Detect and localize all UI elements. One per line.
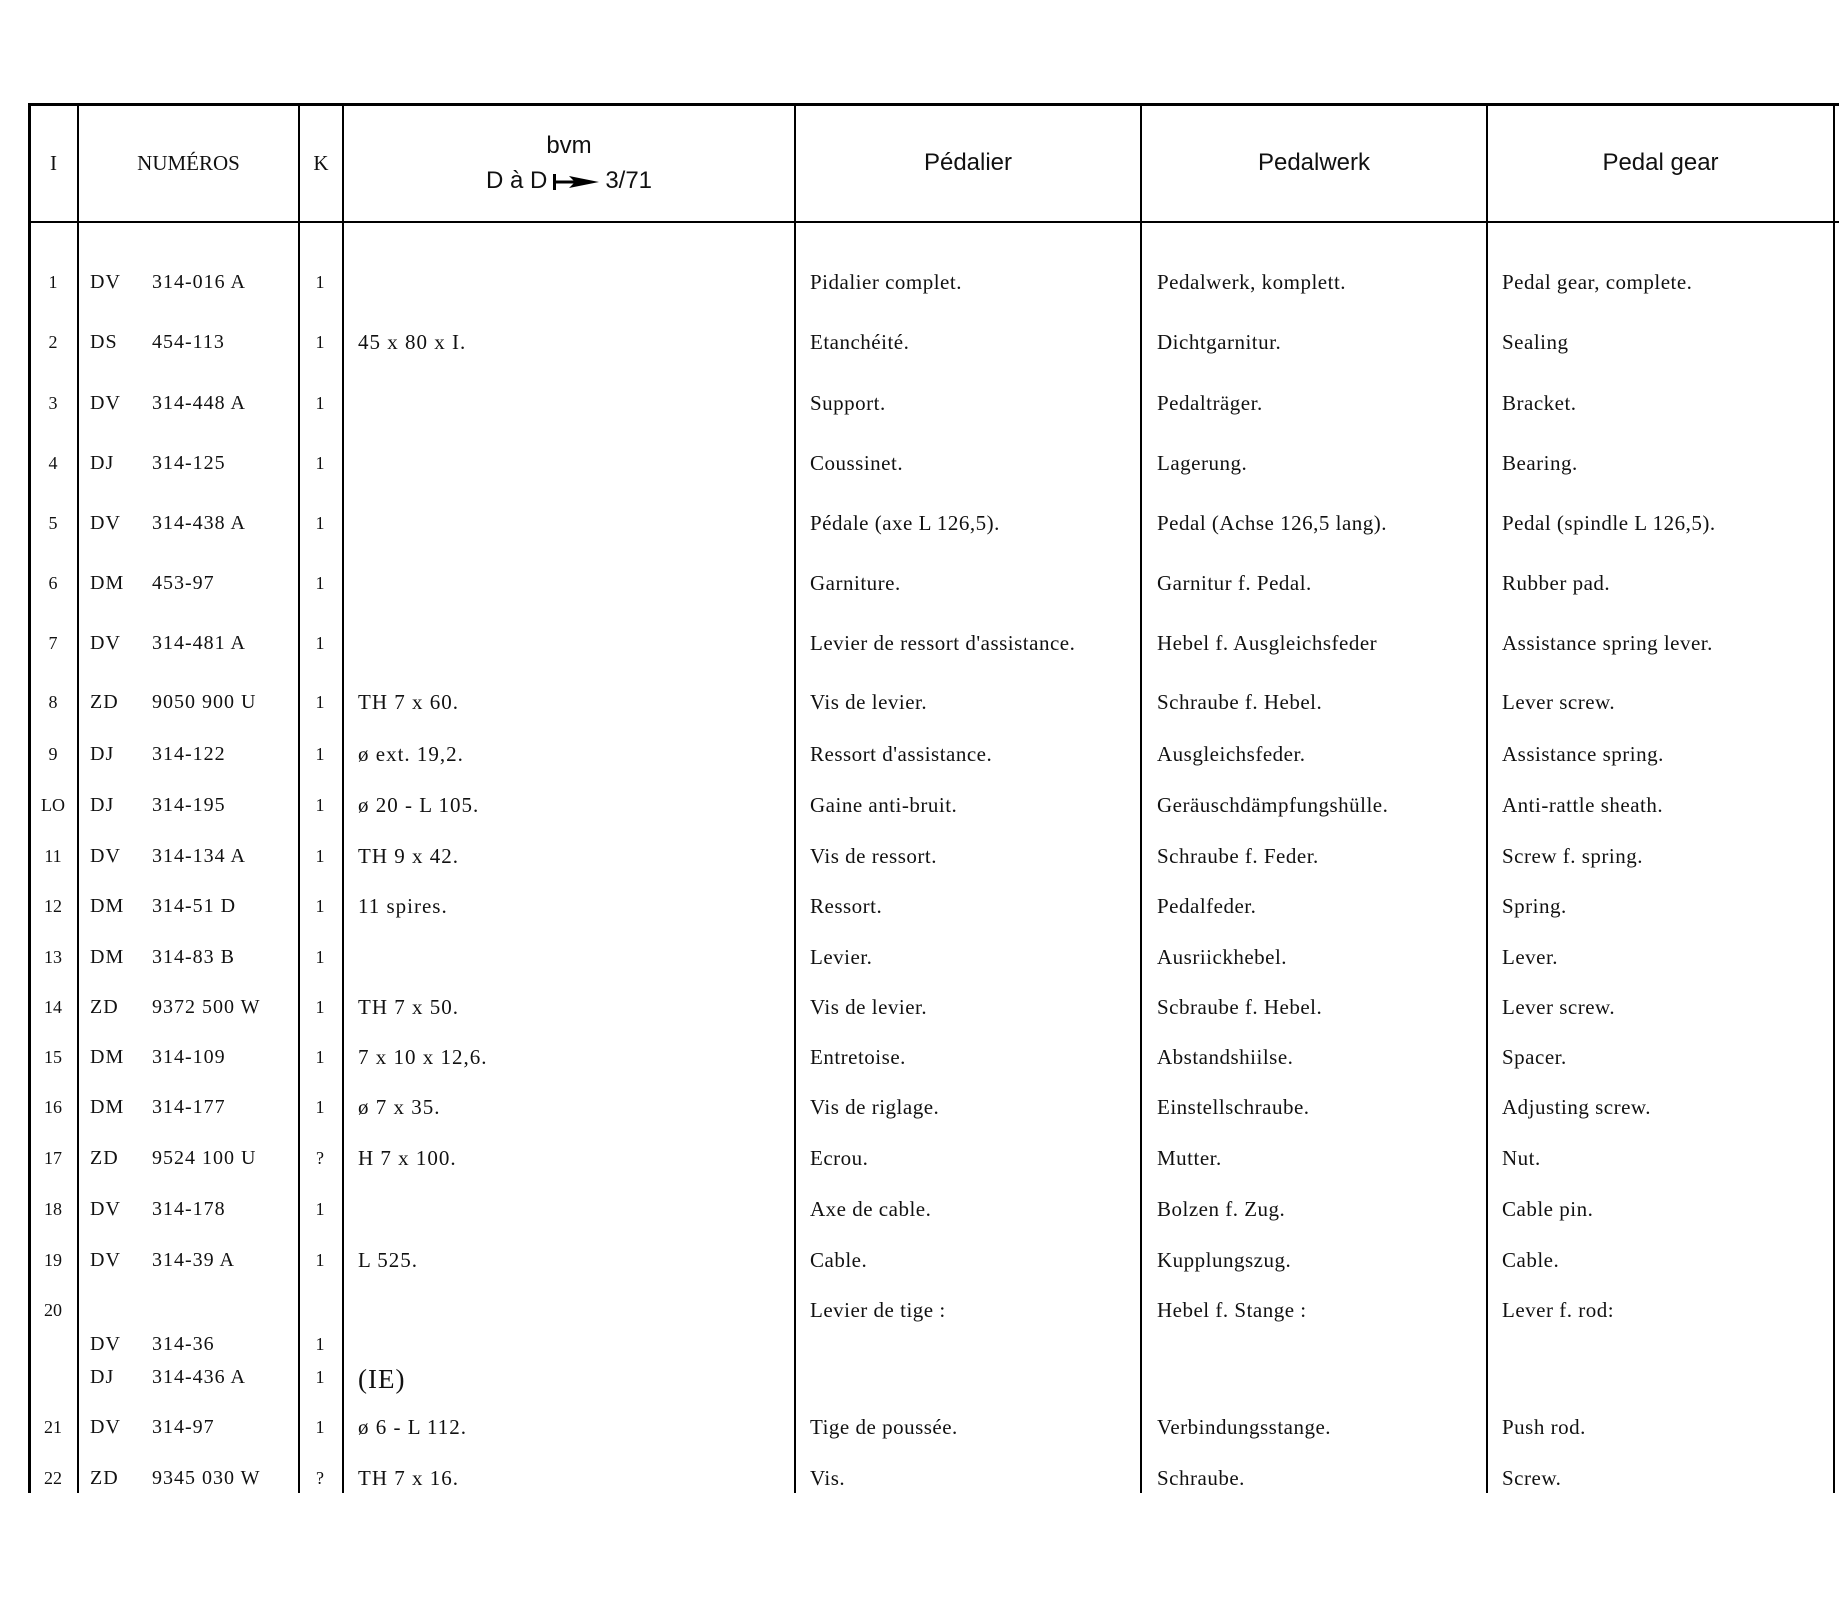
quantity-k: 1 (315, 795, 325, 815)
column-divider (1833, 103, 1835, 1493)
row-index: 2 (48, 332, 58, 352)
part-prefix: ZD (90, 691, 119, 713)
description-german: Pedalfeder. (1157, 894, 1257, 918)
description-english: Spring. (1502, 894, 1567, 918)
header-index: I (50, 150, 57, 175)
part-number: 314-109 (152, 1046, 226, 1068)
description-english: Screw. (1502, 1466, 1562, 1490)
part-prefix: DJ (90, 452, 115, 474)
description-english: Lever. (1502, 945, 1559, 969)
bvm-spec: 7 x 10 x 12,6. (358, 1045, 488, 1069)
part-prefix: DJ (90, 794, 115, 816)
row-index: 1 (48, 272, 58, 292)
header-bvm-prefix: D à D (485, 167, 548, 194)
part-number: 314-438 A (152, 512, 246, 534)
part-number: 314-178 (152, 1198, 226, 1220)
quantity-k: 1 (315, 846, 325, 866)
part-prefix: DJ (90, 1366, 115, 1388)
header-german: Pedalwerk (1257, 149, 1371, 176)
description-english: Anti-rattle sheath. (1502, 793, 1664, 817)
part-number: 314-195 (152, 794, 226, 816)
description-german: Schraube. (1157, 1466, 1245, 1490)
description-french: Vis de riglage. (810, 1095, 940, 1119)
quantity-k: 1 (315, 947, 325, 967)
part-number: 314-481 A (152, 632, 246, 654)
quantity-k: 1 (315, 1199, 325, 1219)
description-english: Cable. (1502, 1248, 1560, 1272)
part-number: 9524 100 U (152, 1147, 257, 1169)
description-english: Assistance spring. (1502, 742, 1664, 766)
bvm-spec: H 7 x 100. (358, 1146, 457, 1170)
description-french: Garniture. (810, 571, 901, 595)
description-english: Adjusting screw. (1502, 1095, 1651, 1119)
description-german: Ausgleichsfeder. (1157, 742, 1306, 766)
part-number: 9345 030 W (152, 1467, 261, 1489)
part-prefix: ZD (90, 996, 119, 1018)
quantity-k: ? (316, 1468, 324, 1488)
header-k: K (313, 150, 329, 175)
row-index: 17 (44, 1148, 62, 1168)
description-french: Etanchéité. (810, 330, 910, 354)
bvm-spec: ø 7 x 35. (358, 1095, 441, 1119)
description-english: Pedal gear, complete. (1502, 270, 1693, 294)
description-english: Bracket. (1502, 391, 1577, 415)
description-english: Bearing. (1502, 451, 1578, 475)
description-french: Ressort d'assistance. (810, 742, 993, 766)
description-german: Einstellschraube. (1157, 1095, 1310, 1119)
column-divider (28, 103, 31, 1493)
header-numbers: NUMÉROS (137, 150, 240, 175)
quantity-k: 1 (315, 744, 325, 764)
description-french: Gaine anti-bruit. (810, 793, 958, 817)
description-french: Vis de ressort. (810, 844, 937, 868)
row-index: 8 (48, 692, 58, 712)
header-bvm-range (486, 163, 652, 198)
description-french: Levier. (810, 945, 873, 969)
row-index: 22 (44, 1468, 62, 1488)
description-german: Hebel f. Ausgleichsfeder (1157, 631, 1378, 655)
row-index: 18 (44, 1199, 62, 1219)
part-number: 9372 500 W (152, 996, 261, 1018)
description-french: Pédale (axe L 126,5). (810, 511, 1000, 535)
description-german: Mutter. (1157, 1146, 1222, 1170)
description-german: Pedalträger. (1157, 391, 1263, 415)
description-french: Axe de cable. (810, 1197, 932, 1221)
part-prefix: DV (90, 1249, 121, 1271)
description-english: Push rod. (1502, 1415, 1586, 1439)
bvm-spec: TH 7 x 60. (358, 690, 459, 714)
description-english: Lever f. rod: (1502, 1298, 1615, 1322)
part-prefix: DJ (90, 743, 115, 765)
part-number: 314-83 B (152, 946, 235, 968)
description-english: Cable pin. (1502, 1197, 1594, 1221)
description-english: Nut. (1502, 1146, 1541, 1170)
row-index: 15 (44, 1047, 62, 1067)
header-french: Pédalier (923, 149, 1013, 176)
description-german: Geräuschdämpfungshülle. (1157, 793, 1389, 817)
part-number: 314-125 (152, 452, 226, 474)
part-number: 454-113 (152, 331, 225, 353)
quantity-k: 1 (315, 393, 325, 413)
part-prefix: DM (90, 895, 125, 917)
part-prefix: DM (90, 1046, 125, 1068)
header-english: Pedal gear (1602, 149, 1719, 176)
description-english: Sealing (1502, 330, 1569, 354)
description-french: Tige de poussée. (810, 1415, 958, 1439)
part-number: 314-448 A (152, 392, 246, 414)
column-divider (794, 103, 796, 1493)
column-divider (1486, 103, 1488, 1493)
row-index: 12 (44, 896, 62, 916)
part-prefix: DV (90, 1333, 121, 1355)
description-german: Verbindungsstange. (1157, 1415, 1332, 1439)
bvm-spec: 11 spires. (358, 894, 448, 918)
description-german: Schraube f. Hebel. (1157, 690, 1323, 714)
description-french: Pidalier complet. (810, 270, 962, 294)
row-index: 7 (48, 633, 58, 653)
column-divider (298, 103, 300, 1493)
row-index: 5 (48, 513, 58, 533)
part-prefix: DS (90, 331, 118, 353)
quantity-k: 1 (315, 1417, 325, 1437)
description-english: Lever screw. (1502, 690, 1616, 714)
row-index: 6 (48, 573, 58, 593)
part-prefix: DV (90, 632, 121, 654)
description-german: Scbraube f. Hebel. (1157, 995, 1323, 1019)
part-number: 9050 900 U (152, 691, 257, 713)
quantity-k: 1 (315, 332, 325, 352)
quantity-k: 1 (315, 1334, 325, 1354)
row-index: 13 (44, 947, 62, 967)
description-english: Rubber pad. (1502, 571, 1611, 595)
row-index: 19 (44, 1250, 62, 1270)
column-divider (77, 103, 79, 1493)
description-german: Lagerung. (1157, 451, 1248, 475)
description-french: Entretoise. (810, 1045, 906, 1069)
part-prefix: DV (90, 512, 121, 534)
bvm-spec: (IE) (358, 1364, 406, 1394)
description-french: Support. (810, 391, 886, 415)
row-index: 11 (44, 846, 62, 866)
part-prefix: DM (90, 1096, 125, 1118)
part-prefix: DM (90, 572, 125, 594)
column-divider (342, 103, 344, 1493)
description-english: Assistance spring lever. (1502, 631, 1713, 655)
description-german: Kupplungszug. (1157, 1248, 1292, 1272)
bvm-spec: L 525. (358, 1248, 419, 1272)
part-number: 453-97 (152, 572, 215, 594)
part-prefix: DM (90, 946, 125, 968)
description-english: Lever screw. (1502, 995, 1616, 1019)
part-prefix: DV (90, 1198, 121, 1220)
description-english: Spacer. (1502, 1045, 1567, 1069)
bvm-spec: TH 7 x 50. (358, 995, 459, 1019)
row-index: 14 (44, 997, 62, 1017)
bvm-spec: ø 20 - L 105. (358, 793, 480, 817)
header-bvm-title: bvm (546, 132, 592, 159)
part-number: 314-134 A (152, 845, 246, 867)
row-index: 3 (48, 393, 58, 413)
quantity-k: 1 (315, 513, 325, 533)
bvm-spec: ø ext. 19,2. (358, 742, 464, 766)
part-number: 314-016 A (152, 271, 246, 293)
part-prefix: DV (90, 1416, 121, 1438)
description-german: Hebel f. Stange : (1157, 1298, 1307, 1322)
quantity-k: 1 (315, 1097, 325, 1117)
part-prefix: DV (90, 392, 121, 414)
quantity-k: ? (316, 1148, 324, 1168)
part-number: 314-36 (152, 1333, 215, 1355)
quantity-k: 1 (315, 997, 325, 1017)
part-number: 314-97 (152, 1416, 215, 1438)
row-index: 16 (44, 1097, 62, 1117)
description-french: Cable. (810, 1248, 868, 1272)
description-german: Pedal (Achse 126,5 lang). (1157, 511, 1388, 535)
description-german: Ausriickhebel. (1157, 945, 1288, 969)
row-index: 21 (44, 1417, 62, 1437)
description-english: Pedal (spindle L 126,5). (1502, 511, 1716, 535)
description-french: Levier de tige : (810, 1298, 946, 1322)
description-french: Ressort. (810, 894, 883, 918)
column-divider (1140, 103, 1142, 1493)
description-german: Abstandshiilse. (1157, 1045, 1294, 1069)
bvm-spec: 45 x 80 x I. (358, 330, 467, 354)
description-english: Screw f. spring. (1502, 844, 1643, 868)
bvm-spec: TH 9 x 42. (358, 844, 459, 868)
part-number: 314-177 (152, 1096, 226, 1118)
header-bvm-suffix: 3/71 (605, 167, 653, 194)
quantity-k: 1 (315, 272, 325, 292)
description-french: Ecrou. (810, 1146, 869, 1170)
quantity-k: 1 (315, 573, 325, 593)
part-prefix: DV (90, 271, 121, 293)
arrow-right-icon (553, 173, 599, 191)
part-number: 314-39 A (152, 1249, 235, 1271)
description-german: Dichtgarnitur. (1157, 330, 1282, 354)
quantity-k: 1 (315, 453, 325, 473)
bvm-spec: ø 6 - L 112. (358, 1415, 468, 1439)
quantity-k: 1 (315, 692, 325, 712)
quantity-k: 1 (315, 1047, 325, 1067)
row-index: 9 (48, 744, 58, 764)
quantity-k: 1 (315, 1367, 325, 1387)
description-german: Bolzen f. Zug. (1157, 1197, 1286, 1221)
part-number: 314-122 (152, 743, 226, 765)
description-french: Vis de levier. (810, 690, 928, 714)
header-bvm (344, 103, 794, 223)
description-german: Garnitur f. Pedal. (1157, 571, 1312, 595)
part-number: 314-51 D (152, 895, 237, 917)
row-index: LO (41, 795, 65, 815)
description-french: Vis. (810, 1466, 846, 1490)
row-index: 20 (44, 1300, 62, 1320)
description-german: Schraube f. Feder. (1157, 844, 1319, 868)
part-prefix: ZD (90, 1147, 119, 1169)
part-number: 314-436 A (152, 1366, 246, 1388)
bvm-spec: TH 7 x 16. (358, 1466, 459, 1490)
description-german: Pedalwerk, komplett. (1157, 270, 1347, 294)
part-prefix: ZD (90, 1467, 119, 1489)
quantity-k: 1 (315, 1250, 325, 1270)
part-prefix: DV (90, 845, 121, 867)
quantity-k: 1 (315, 896, 325, 916)
description-french: Coussinet. (810, 451, 904, 475)
description-french: Levier de ressort d'assistance. (810, 631, 1076, 655)
description-french: Vis de levier. (810, 995, 928, 1019)
row-index: 4 (48, 453, 58, 473)
quantity-k: 1 (315, 633, 325, 653)
